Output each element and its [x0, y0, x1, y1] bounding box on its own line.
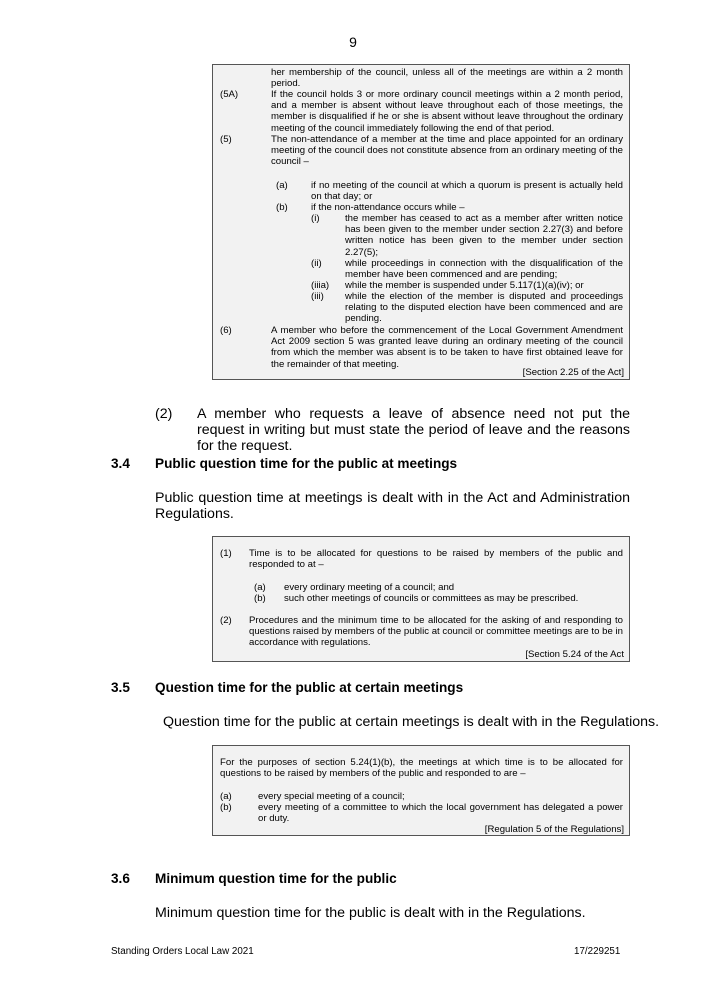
item-text: A member who before the commencement of the Local Government Amendment Act 2009 section 5 was granted leave during an ordinary meeting of the council from which the member was absent is to be taken to have first obtained leave for the remainder of that meeting. [271, 325, 623, 370]
section-number: 3.6 [111, 871, 130, 886]
item-number: (5) [220, 134, 232, 145]
section-body: Question time for the public at certain meetings is dealt with in the Regulations. [163, 714, 660, 730]
clause-text: A member who requests a leave of absence need not put the request in writing but must state the period of leave and the reasons for the request. [197, 406, 630, 454]
item-number: (1) [220, 548, 232, 559]
sub-item-text: if the non-attendance occurs while – [311, 202, 465, 213]
roman-item-number: (iii) [311, 291, 324, 302]
item-text: Time is to be allocated for questions to be raised by members of the public and responded to at – [249, 548, 623, 571]
section-number: 3.4 [111, 456, 130, 471]
quoted-provision-box-section-2-25 [212, 64, 630, 380]
roman-item-text: while proceedings in connection with the disqualification of the member have been commenced and are pending; [345, 258, 623, 281]
continued-text: her membership of the council, unless all of the meetings are within a 2 month period. [271, 67, 623, 90]
item-text: If the council holds 3 or more ordinary council meetings within a 2 month period, and a member is absent without leave throughout each of those meetings, the member is disqualified if he or she is absent without leave throughout the ordinary meeting of the council immediately following the end of that period. [271, 89, 623, 134]
sub-item-text: such other meetings of councils or committees as may be prescribed. [284, 593, 579, 604]
section-heading: Public question time for the public at meetings [155, 456, 458, 471]
item-number: (b) [220, 802, 232, 813]
sub-item-number: (b) [254, 593, 266, 604]
roman-item-number: (i) [311, 213, 320, 224]
roman-item-number: (ii) [311, 258, 322, 269]
roman-item-text: while the member is suspended under 5.117(1)(a)(iv); or [345, 280, 584, 291]
intro-text: For the purposes of section 5.24(1)(b), the meetings at which time is to be allocated for questions to be raised by members of the public and responded to are – [220, 757, 623, 780]
sub-item-number: (b) [276, 202, 288, 213]
section-body: Minimum question time for the public is dealt with in the Regulations. [155, 905, 586, 921]
item-text: every special meeting of a council; [258, 791, 405, 802]
item-number: (a) [220, 791, 232, 802]
citation: [Section 5.24 of the Act [525, 649, 624, 660]
item-number: (2) [220, 615, 232, 626]
citation: [Regulation 5 of the Regulations] [484, 824, 624, 835]
section-number: 3.5 [111, 680, 130, 695]
sub-item-text: if no meeting of the council at which a quorum is present is actually held on that day; or [311, 180, 623, 203]
quoted-provision-box-regulation-5 [212, 745, 630, 836]
quoted-provision-box-section-5-24 [212, 536, 630, 662]
section-body: Public question time at meetings is dealt with in the Act and Administration Regulations. [155, 490, 630, 522]
item-text: every meeting of a committee to which the local government has delegated a power or duty. [258, 802, 623, 825]
item-text: The non-attendance of a member at the time and place appointed for an ordinary meeting of the council does not constitute absence from an ordinary meeting of the council – [271, 134, 623, 168]
item-number: (6) [220, 325, 232, 336]
clause-number: (2) [155, 406, 173, 422]
section-heading: Minimum question time for the public [155, 871, 397, 886]
roman-item-number: (iiia) [311, 280, 330, 291]
page-number: 9 [349, 34, 357, 50]
sub-item-number: (a) [276, 180, 288, 191]
item-text: Procedures and the minimum time to be allocated for the asking of and responding to questions raised by members of the public at council or committee meetings are to be in accordance with regulations. [249, 615, 623, 649]
sub-item-text: every ordinary meeting of a council; and [284, 582, 455, 593]
item-number: (5A) [220, 89, 239, 100]
footer-document-title: Standing Orders Local Law 2021 [111, 946, 254, 957]
citation: [Section 2.25 of the Act] [522, 367, 624, 378]
roman-item-text: while the election of the member is disputed and proceedings relating to the disputed election have been commenced and are pending. [345, 291, 623, 325]
footer-reference: 17/229251 [574, 946, 621, 957]
section-heading: Question time for the public at certain meetings [155, 680, 464, 695]
roman-item-text: the member has ceased to act as a member after written notice has been given to the member under section 2.27(3) and before written notice has been given to the member under section 2.27(5); [345, 213, 623, 258]
sub-item-number: (a) [254, 582, 266, 593]
